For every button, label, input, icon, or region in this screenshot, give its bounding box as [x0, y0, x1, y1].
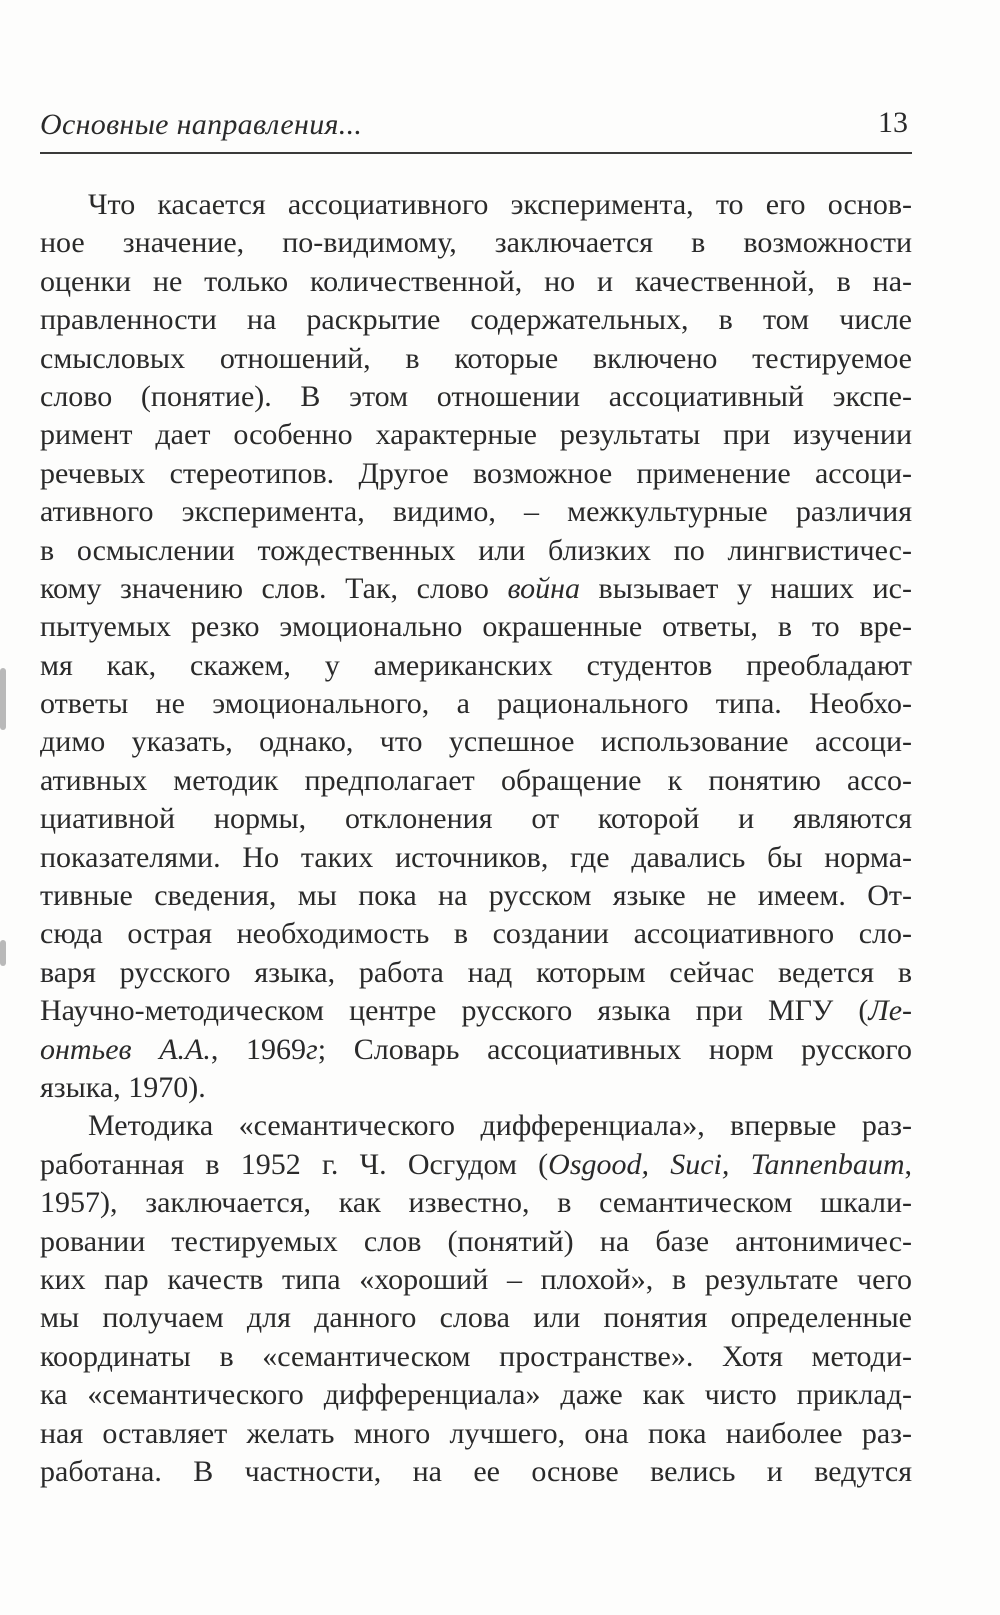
text-line: речевых стереотипов. Другое возможное применение ассоци- [40, 456, 912, 490]
text-line: Методика «семантического дифференциала», впервые раз- [88, 1109, 912, 1143]
text-line: координаты в «семантическом пространстве». Хотя методи- [40, 1339, 912, 1373]
italic-text: г [306, 1032, 318, 1066]
text-line: пытуемых резко эмоционально окрашенные ответы, в то вре- [40, 610, 912, 644]
text-line: ровании тестируемых слов (понятий) на базе антонимичес- [40, 1224, 912, 1258]
text-segment: , 1969 [210, 1032, 306, 1066]
italic-text: Ле- [868, 994, 912, 1028]
text-line: римент дает особенно характерные результаты при изучении [40, 418, 912, 452]
text-line [40, 1031, 912, 1069]
text-line: ких пар качеств типа «хороший – плохой», в результате чего [40, 1262, 912, 1296]
text-segment: ; Словарь ассоциативных норм русского [317, 1032, 912, 1066]
text-line [40, 570, 912, 608]
text-line [40, 1146, 912, 1184]
running-title: Основные направления... [40, 108, 363, 141]
text-line: циативной нормы, отклонения от которой и являются [40, 802, 912, 836]
text-line: слово (понятие). В этом отношении ассоциативный экспе- [40, 379, 912, 413]
text-line: показателями. Но таких источников, где давались бы норма- [40, 840, 912, 874]
text-line: работана. В частности, на ее основе велись и ведутся [40, 1454, 912, 1488]
italic-text: Osgood, Suci, Tannenbaum [548, 1147, 905, 1181]
text-segment: работанная в 1952 г. Ч. Осгудом ( [40, 1147, 549, 1181]
italic-text: онтьев А.А. [40, 1032, 211, 1066]
text-line: правленности на раскрытие содержательных, в том числе [40, 303, 912, 337]
text-line: ответы не эмоционального, а рационального типа. Необхо- [40, 687, 912, 721]
text-line: варя русского языка, работа над которым сейчас ведется в [40, 955, 912, 989]
text-line: ная оставляет желать много лучшего, она пока наиболее раз- [40, 1416, 912, 1450]
text-line: сюда острая необходимость в создании ассоциативного сло- [40, 917, 912, 951]
scan-edge-mark [0, 668, 6, 730]
text-line: ное значение, по-видимому, заключается в возможности [40, 226, 912, 260]
text-line [40, 992, 912, 1030]
body-text [40, 186, 912, 1491]
text-line: мы получаем для данного слова или понятия определенные [40, 1301, 912, 1335]
page-number: 13 [878, 106, 908, 139]
text-line: ативного эксперимента, видимо, – межкультурные различия [40, 495, 912, 529]
text-line: Что касается ассоциативного эксперимента, то его основ- [88, 188, 912, 221]
text-line: ативных методик предполагает обращение к понятию ассо- [40, 763, 912, 797]
text-line: смысловых отношений, в которые включено тестируемое [40, 341, 912, 375]
text-line: оценки не только количественной, но и качественной, в на- [40, 264, 912, 298]
text-line: 1957), заключается, как известно, в семантическом шкали- [40, 1186, 912, 1220]
text-line: языка, 1970). [40, 1070, 206, 1104]
text-line: димо указать, однако, что успешное использование ассоци- [40, 725, 912, 759]
text-segment: кому значению слов. Так, слово [40, 571, 508, 605]
text-line: тивные сведения, мы пока на русском языке не имеем. От- [40, 879, 912, 913]
paragraph [40, 186, 912, 1107]
paragraph [40, 1107, 912, 1491]
text-line: мя как, скажем, у американских студентов преобладают [40, 648, 912, 682]
text-line: ка «семантического дифференциала» даже как чисто приклад- [40, 1378, 912, 1412]
text-segment: , [904, 1147, 912, 1181]
scan-edge-mark [0, 940, 6, 966]
text-segment: вызывает у наших ис- [579, 571, 912, 605]
text-segment: Научно-методическом центре русского языка при МГУ ( [40, 994, 869, 1028]
italic-text: война [507, 571, 580, 605]
running-header [40, 100, 912, 154]
text-line: в осмыслении тождественных или близких по лингвистичес- [40, 533, 912, 567]
